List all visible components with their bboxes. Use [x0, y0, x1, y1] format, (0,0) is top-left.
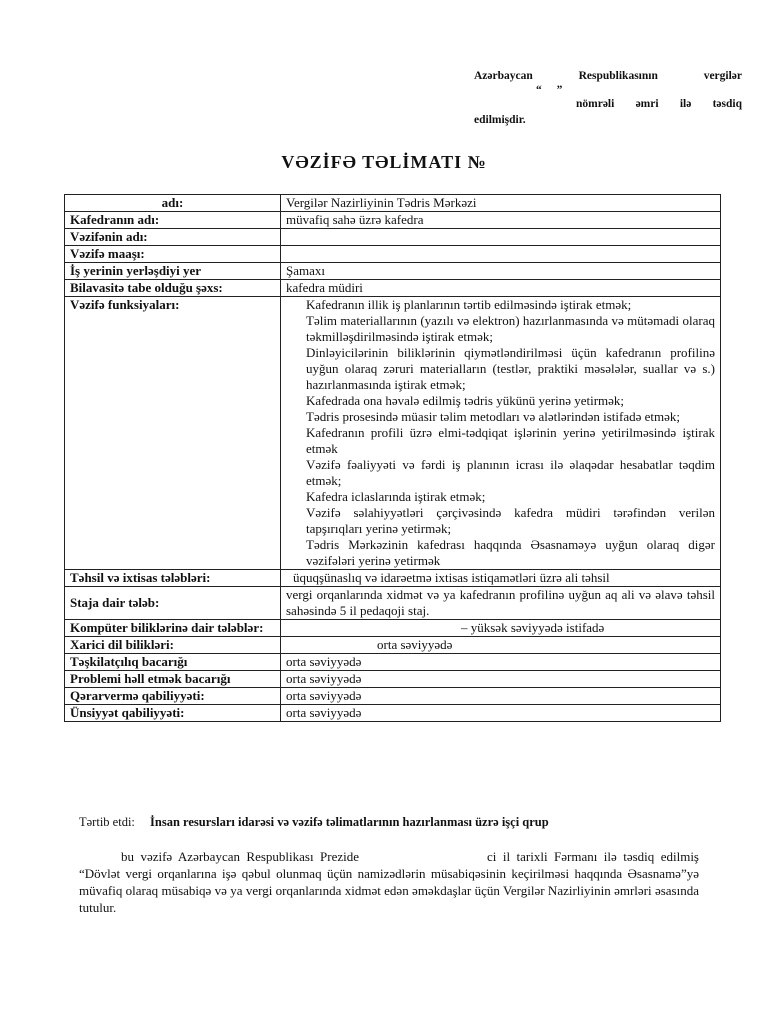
function-item: Tədris prosesində müasir təlim metodları və alətlərindən istifadə etmək;: [306, 409, 680, 424]
document-title: VƏZİFƏ TƏLİMATI №: [281, 152, 487, 172]
position-value: [281, 229, 721, 246]
dept-label: Kafedranın adı:: [65, 212, 281, 229]
function-item: Təlim materiallarının (yazılı və elektron) hazırlanmasında və mütəmadi olaraq təkmilləşdirilməsində iştirak etmək;: [306, 313, 715, 344]
table-row: [65, 229, 721, 246]
approval-word: edilmişdir.: [474, 114, 526, 126]
table-row: [65, 195, 721, 212]
compiled-label: Tərtib etdi:: [79, 815, 135, 829]
organizing-value: orta səviyyədə: [281, 654, 721, 671]
function-item: Kafedranın illik iş planlarının tərtib edilməsində iştirak etmək;: [306, 297, 632, 312]
table-row: [65, 280, 721, 297]
table-row: [65, 570, 721, 587]
language-value: orta səviyyədə: [281, 637, 721, 654]
paragraph-part-b: ci il tarixli Fərmanı ilə təsdiq edilmiş “Dövlət vergi orqanlarına işə qəbul olunmaq üçün namizədlərin müsabiqəsinin keçirilməsi haqqında Əsasnamə”yə müvafiq olaraq müsabiqə və ya vergi orqanlarında xidmət edən əməkdaşlar üçün Vergilər Nazirliyinin əmrləri əsasında tutulur.: [79, 849, 699, 915]
compiled-by: [79, 815, 549, 830]
table-row: [65, 263, 721, 280]
problem-value: orta səviyyədə: [281, 671, 721, 688]
approval-word: nömrəli: [576, 98, 615, 110]
language-label: Xarici dil bilikləri:: [65, 637, 281, 654]
functions-label: Vəzifə funksiyaları:: [65, 297, 281, 570]
table-row: [65, 637, 721, 654]
paragraph-part-a: bu vəzifə Azərbaycan Respublikası Prezide: [121, 849, 360, 864]
education-label: Təhsil və ixtisas tələbləri:: [65, 570, 281, 587]
communication-value: orta səviyyədə: [281, 705, 721, 722]
location-value: Şamaxı: [281, 263, 721, 280]
approval-quotes: “ ”: [536, 84, 569, 96]
compiled-value: İnsan resursları idarəsi və vəzifə təlimatlarının hazırlanması üzrə işçi qrup: [150, 815, 549, 829]
approval-note: [474, 68, 742, 128]
function-item: Tədris Mərkəzinin kafedrası haqqında Əsasnaməyə uyğun olaraq digər vəzifələri yerinə yetirmək: [306, 537, 715, 568]
computer-value: – yüksək səviyyədə istifadə: [281, 620, 721, 637]
dept-value: müvafiq sahə üzrə kafedra: [281, 212, 721, 229]
decision-label: Qərarvermə qabiliyyəti:: [65, 688, 281, 705]
approval-word: təsdiq: [712, 98, 742, 110]
supervisor-value: kafedra müdiri: [281, 280, 721, 297]
communication-label: Ünsiyyət qabiliyyəti:: [65, 705, 281, 722]
table-row: [65, 705, 721, 722]
approval-word: əmri: [635, 98, 659, 110]
organizing-label: Təşkilatçılıq bacarığı: [65, 654, 281, 671]
org-value: Vergilər Nazirliyinin Tədris Mərkəzi: [281, 195, 721, 212]
function-item: Vəzifə fəaliyyəti və fərdi iş planının icrası ilə əlaqədar hesabatlar təqdim etmək;: [306, 457, 715, 488]
table-row: [65, 587, 721, 620]
org-label: adı:: [65, 195, 281, 212]
function-item: Kafedrada ona həvalə edilmiş tədris yükünü yerinə yetirmək;: [306, 393, 625, 408]
job-description-table: [64, 194, 721, 722]
function-item: Kafedranın profili üzrə elmi-tədqiqat işlərinin yerinə yetirilməsində iştirak etmək: [306, 425, 715, 456]
approval-word: Respublikasının: [578, 70, 658, 82]
table-row: [65, 654, 721, 671]
table-row: [65, 297, 721, 570]
table-row: [65, 246, 721, 263]
table-row: [65, 671, 721, 688]
location-label: İş yerinin yerləşdiyi yer: [65, 263, 281, 280]
problem-label: Problemi həll etmək bacarığı: [65, 671, 281, 688]
supervisor-label: Bilavasitə tabe olduğu şəxs:: [65, 280, 281, 297]
function-item: Vəzifə səlahiyyətləri çərçivəsində kafedra müdiri tərəfindən verilən tapşırıqları yerinə yetirmək;: [306, 505, 715, 536]
experience-label: Staja dair tələb:: [65, 587, 281, 620]
education-value: üquqşünaslıq və idarəetmə ixtisas istiqamətləri üzrə ali təhsil: [281, 570, 721, 587]
approval-word: vergilər: [703, 70, 742, 82]
approval-word: ilə: [679, 98, 692, 110]
table-row: [65, 688, 721, 705]
functions-list: [281, 297, 721, 570]
footer-paragraph: [79, 848, 699, 916]
function-item: Dinləyicilərinin biliklərinin qiymətləndirilməsi üçün kafedranın profilinə uyğun olaraq zəruri materialların (testlər, praktiki məsələlər, suallar və s.) hazırlanmasında iştirak etmək;: [306, 345, 715, 392]
salary-label: Vəzifə maaşı:: [65, 246, 281, 263]
table-row: [65, 620, 721, 637]
decision-value: orta səviyyədə: [281, 688, 721, 705]
approval-word: Azərbaycan: [474, 70, 533, 82]
computer-label: Kompüter biliklərinə dair tələblər:: [65, 620, 281, 637]
experience-value: vergi orqanlarında xidmət və ya kafedranın profilinə uyğun aq ali və əlavə təhsil sahəsində 5 il pedaqoji staj.: [281, 587, 721, 620]
salary-value: [281, 246, 721, 263]
function-item: Kafedra iclaslarında iştirak etmək;: [306, 489, 486, 504]
table-row: [65, 212, 721, 229]
position-label: Vəzifənin adı:: [65, 229, 281, 246]
